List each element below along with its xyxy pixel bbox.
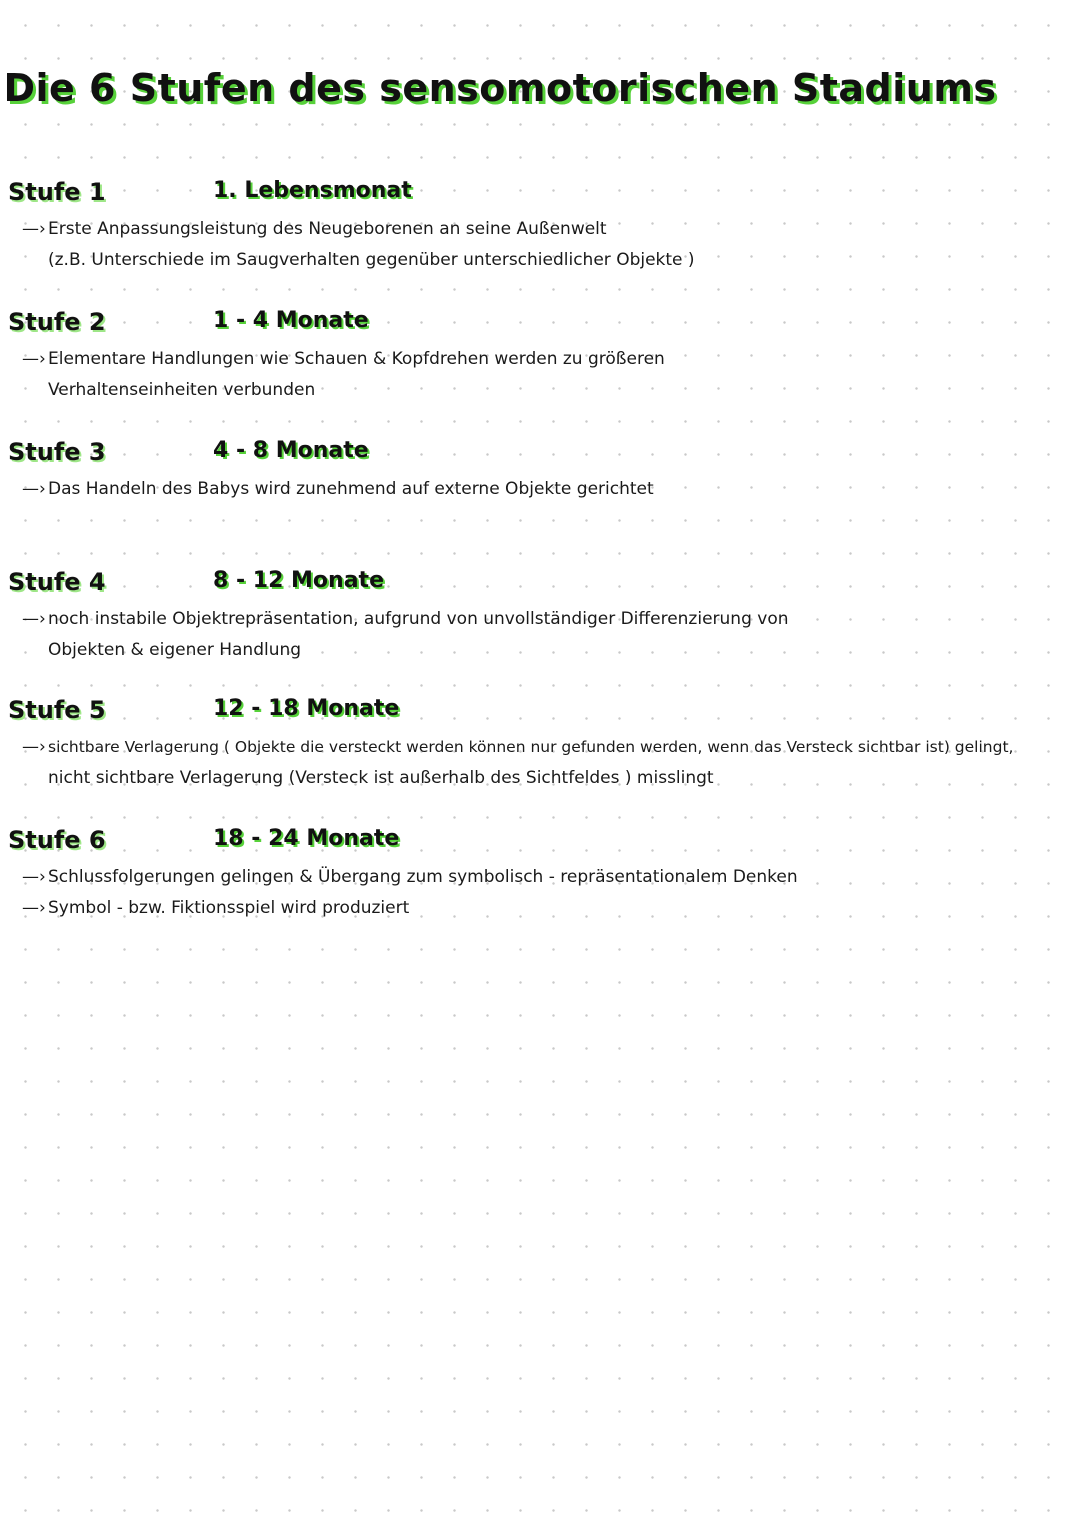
stage-6 <box>8 826 1068 924</box>
stage-6-line-1-text: Schlussfolgerungen gelingen & Übergang zum symbolisch - repräsentationalem Denken <box>48 867 798 887</box>
stage-2-age: 1 - 4 Monate <box>213 308 369 333</box>
arrow-icon: —› <box>22 609 46 629</box>
stage-2 <box>8 308 1068 406</box>
stage-2-label: Stufe 2 <box>8 308 106 336</box>
stage-4-label: Stufe 4 <box>8 568 106 596</box>
stage-3-age: 4 - 8 Monate <box>213 438 369 463</box>
arrow-icon: —› <box>22 867 46 887</box>
stage-5-age: 12 - 18 Monate <box>213 696 400 721</box>
stage-3 <box>8 438 1068 505</box>
stage-1-line-2 <box>8 245 1068 276</box>
stage-1-label: Stufe 1 <box>8 178 106 206</box>
stage-2-line-1 <box>8 344 1068 375</box>
stage-4-line-1-text: noch instabile Objektrepräsentation, aufgrund von unvollständiger Differenzierung von <box>48 609 789 629</box>
stage-1 <box>8 178 1068 276</box>
stage-5-line-1 <box>8 732 1068 763</box>
stage-1-line-1 <box>8 214 1068 245</box>
stage-3-line-1 <box>8 474 1068 505</box>
stage-5-line-1-text: sichtbare Verlagerung ( Objekte die versteckt werden können nur gefunden werden, wenn das Versteck sichtbar ist) gelingt, <box>48 738 1014 756</box>
stage-1-age: 1. Lebensmonat <box>213 178 412 203</box>
stage-4-age: 8 - 12 Monate <box>213 568 384 593</box>
stage-1-line-1-text: Erste Anpassungsleistung des Neugeborenen an seine Außenwelt <box>48 219 607 239</box>
stage-5 <box>8 696 1068 794</box>
arrow-icon: —› <box>22 349 46 369</box>
stage-6-line-2 <box>8 893 1068 924</box>
stage-5-label: Stufe 5 <box>8 696 106 724</box>
stage-2-line-1-text: Elementare Handlungen wie Schauen & Kopfdrehen werden zu größeren <box>48 349 665 369</box>
stage-6-age: 18 - 24 Monate <box>213 826 400 851</box>
arrow-icon: —› <box>22 219 46 239</box>
stage-6-line-1 <box>8 862 1068 893</box>
stage-4-line-2-text: Objekten & eigener Handlung <box>48 640 302 660</box>
stage-3-label: Stufe 3 <box>8 438 106 466</box>
stage-2-line-2-text: Verhaltenseinheiten verbunden <box>48 380 316 400</box>
stage-1-line-2-text: (z.B. Unterschiede im Saugverhalten gegenüber unterschiedlicher Objekte ) <box>48 250 695 270</box>
arrow-icon: —› <box>22 479 46 499</box>
arrow-icon: —› <box>22 737 46 757</box>
stage-6-label: Stufe 6 <box>8 826 106 854</box>
arrow-icon: —› <box>22 898 46 918</box>
stage-4 <box>8 568 1068 666</box>
stage-6-line-2-text: Symbol - bzw. Fiktionsspiel wird produziert <box>48 898 410 918</box>
stage-4-line-1 <box>8 604 1068 635</box>
stage-5-line-2 <box>8 763 1068 794</box>
stage-4-line-2 <box>8 635 1068 666</box>
stage-3-line-1-text: Das Handeln des Babys wird zunehmend auf externe Objekte gerichtet <box>48 479 654 499</box>
stage-2-line-2 <box>8 375 1068 406</box>
stage-5-line-2-text: nicht sichtbare Verlagerung (Versteck ist außerhalb des Sichtfeldes ) misslingt <box>48 768 714 788</box>
page-title: Die 6 Stufen des sensomotorischen Stadiums <box>3 66 997 110</box>
